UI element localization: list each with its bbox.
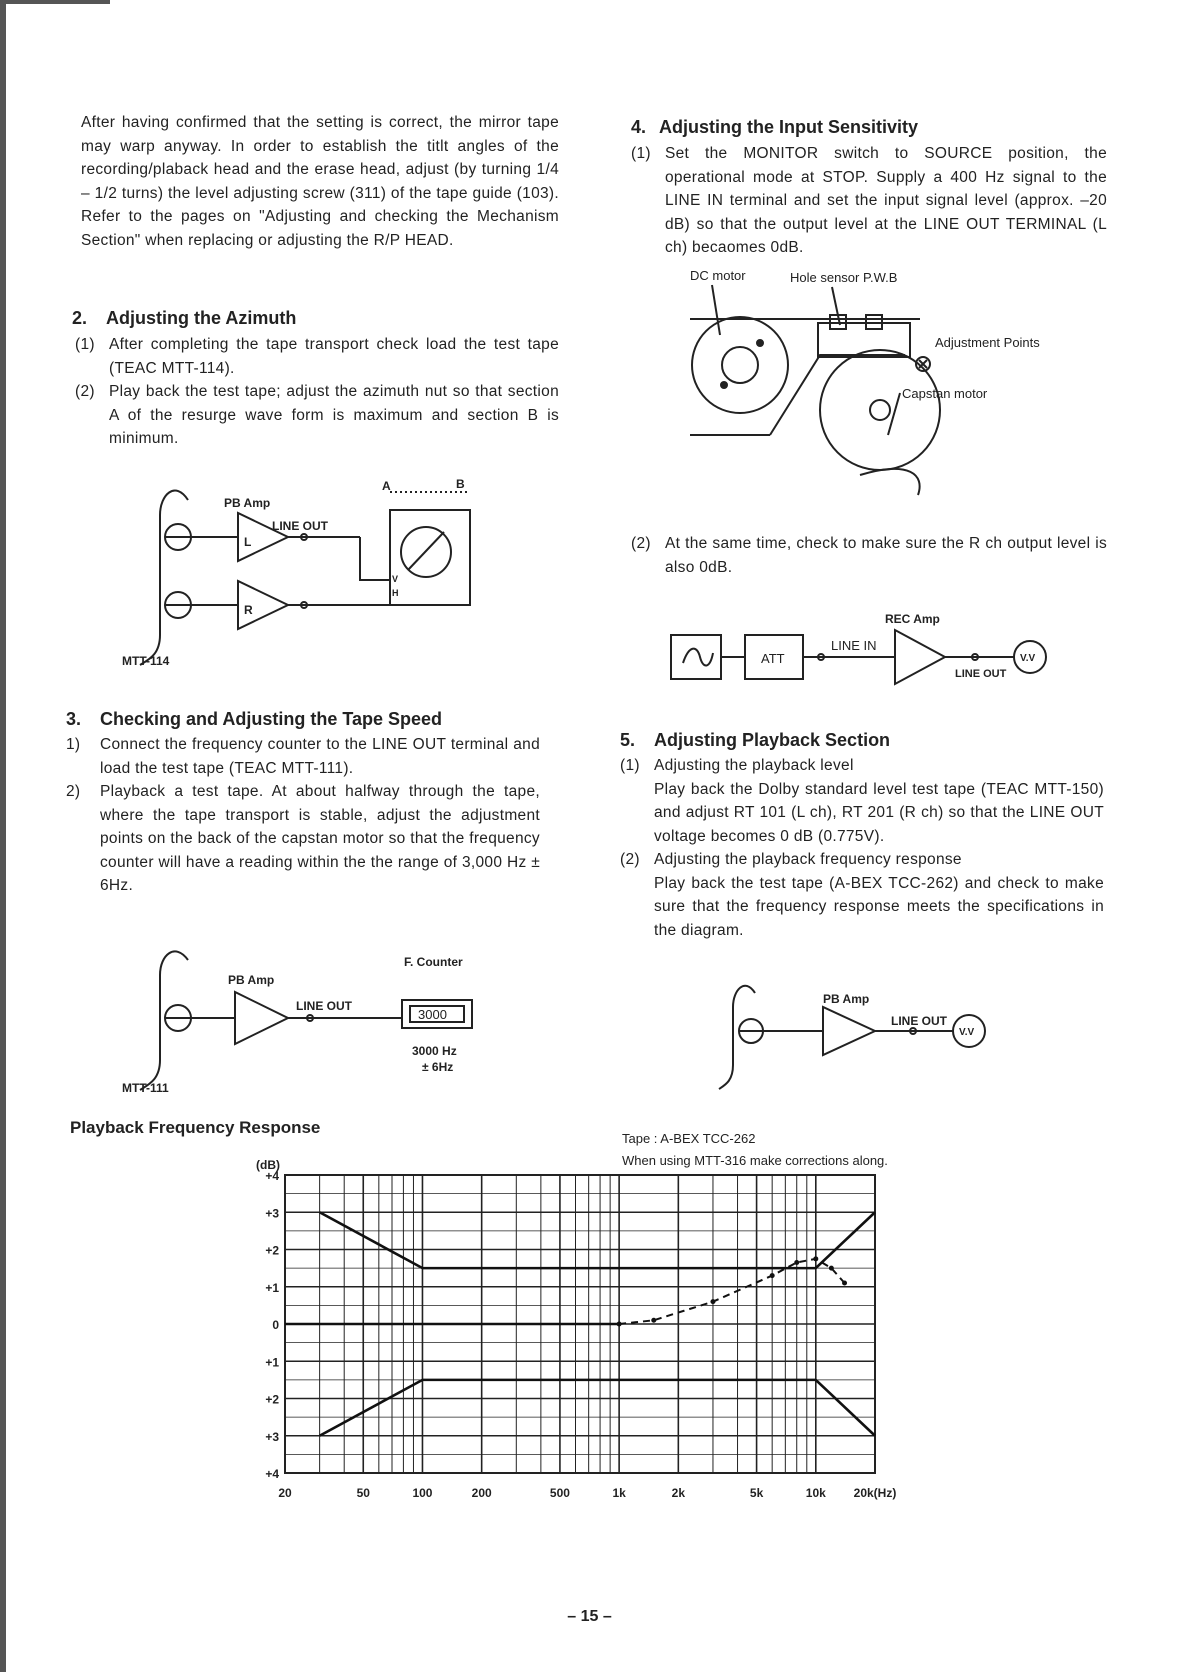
x-tick-label: 2k — [671, 1486, 686, 1500]
line-in-label: LINE IN — [831, 638, 877, 653]
item-number: (2) — [631, 535, 651, 552]
pb-amp-label: PB Amp — [224, 496, 271, 510]
item-body — [620, 872, 1104, 943]
line-out-label: LINE OUT — [296, 999, 352, 1013]
counter-label: F. Counter — [404, 955, 463, 969]
x-tick-label: 20k(Hz) — [853, 1486, 897, 1500]
section-a-label: A — [382, 479, 391, 493]
data-point — [794, 1260, 799, 1265]
tape-label: MTT-111 — [122, 1081, 169, 1095]
y-tick-label: +4 — [265, 1169, 279, 1183]
section-2-heading — [72, 308, 296, 329]
section-number: 5. — [620, 730, 636, 750]
dc-motor-disc — [692, 317, 788, 413]
motor-diagram — [690, 268, 1120, 505]
page-number: – 15 – — [567, 1608, 612, 1625]
x-tick-label: 20 — [278, 1486, 292, 1500]
section-b-label: B — [456, 477, 465, 491]
x-tick-label: 10k — [805, 1486, 826, 1500]
v-label: V — [392, 574, 399, 584]
item-number: (1) — [631, 145, 651, 162]
chart-title: Playback Frequency Response — [70, 1118, 321, 1137]
tape-path — [719, 986, 755, 1089]
intro-paragraph — [81, 111, 559, 252]
section-4-body-2 — [631, 532, 1107, 579]
x-tick-label: 100 — [412, 1486, 433, 1500]
item-number: 1) — [66, 736, 81, 753]
item-text: Set the MONITOR switch to SOURCE position, the operational mode at STOP. Supply a 400 Hz signal to the LINE IN terminal and set the input signal level (approx. –20 dB) so that the output level at the LINE OUT TERMINAL (L ch) becaomes 0dB. — [665, 145, 1107, 256]
section-3-heading — [66, 709, 442, 730]
input-chain-diagram — [665, 612, 1085, 705]
data-point — [710, 1299, 715, 1304]
y-tick-label: +2 — [265, 1243, 279, 1258]
line-out-label: LINE OUT — [955, 668, 1007, 680]
pb-amp-triangle — [235, 992, 288, 1044]
item-number: (1) — [620, 757, 640, 774]
item-body-text: Play back the test tape (A-BEX TCC-262) and check to make sure that the frequency response meets the specifications in the diagram. — [654, 874, 1104, 939]
list-item — [75, 380, 559, 451]
item-number: (2) — [620, 851, 640, 868]
x-tick-label: 50 — [356, 1486, 370, 1500]
data-point — [617, 1322, 622, 1327]
item-text: Adjusting the playback level — [654, 757, 854, 774]
oscillator-box — [671, 635, 721, 679]
tape-path — [140, 491, 188, 665]
item-text: After completing the tape transport check load the test tape (TEAC MTT-114). — [109, 336, 559, 377]
data-point — [842, 1281, 847, 1286]
item-body-text: Play back the Dolby standard level test tape (TEAC MTT-150) and adjust RT 101 (L ch), RT 201 (R ch) so that the LINE OUT voltage becomes 0 dB (0.775V). — [654, 780, 1104, 845]
capstan-motor-label: Capstan motor — [902, 386, 988, 401]
y-tick-label: 0 — [272, 1318, 279, 1332]
counter-reading: 3000 — [418, 1007, 447, 1022]
section-5-heading — [620, 730, 890, 751]
capstan-motor — [820, 350, 940, 470]
adjustment-points-label: Adjustment Points — [935, 335, 1040, 350]
item-body — [620, 778, 1104, 849]
list-item — [66, 780, 540, 898]
item-text: Play back the test tape; adjust the azimuth nut so that section A of the resurge wave form is maximum and section B is minimum. — [109, 383, 559, 447]
cable — [860, 469, 920, 495]
list-item — [66, 733, 540, 780]
rec-amp-label: REC Amp — [885, 612, 940, 626]
pb-amp-label: PB Amp — [823, 992, 870, 1006]
section-title: Checking and Adjusting the Tape Speed — [100, 709, 443, 729]
vtvm-label: V.V — [959, 1027, 975, 1038]
section-number: 2. — [72, 308, 88, 328]
section-title: Adjusting the Azimuth — [106, 308, 297, 328]
hole-sensor-label: Hole sensor P.W.B — [790, 270, 898, 285]
x-tick-label: 500 — [549, 1486, 570, 1500]
tape-speed-diagram — [120, 950, 500, 1100]
section-number: 3. — [66, 709, 82, 729]
section-3-body — [66, 733, 540, 898]
section-5-body — [620, 754, 1104, 942]
data-point — [651, 1318, 656, 1323]
att-label: ATT — [761, 651, 785, 666]
pb-amp-label: PB Amp — [228, 973, 275, 987]
x-tick-label: 200 — [471, 1486, 492, 1500]
y-tick-label: +1 — [265, 1280, 279, 1295]
line-out-label: LINE OUT — [891, 1014, 947, 1028]
tolerance-label: ± 6Hz — [422, 1060, 454, 1074]
frequency-response-chart — [220, 1155, 910, 1500]
list-item — [631, 532, 1107, 579]
pb-amp-triangle — [823, 1007, 875, 1055]
item-text: At the same time, check to make sure the R ch output level is also 0dB. — [665, 535, 1107, 576]
y-tick-label: +2 — [265, 1392, 279, 1407]
chart-tape-caption: Tape : A-BEX TCC-262 — [622, 1131, 756, 1146]
item-number: 2) — [66, 783, 81, 800]
section-4-heading — [631, 117, 918, 138]
tape-label: MTT-114 — [122, 654, 170, 668]
y-axis-label: (dB) — [256, 1158, 280, 1172]
chart-note-caption: When using MTT-316 make corrections along. — [622, 1153, 888, 1168]
section-4-body-1 — [631, 142, 1107, 260]
playback-diagram — [715, 985, 1015, 1095]
section-number: 4. — [631, 117, 647, 137]
data-point — [813, 1256, 818, 1261]
item-number: (1) — [75, 336, 95, 353]
dc-motor-label: DC motor — [690, 268, 746, 283]
data-point — [770, 1273, 775, 1278]
y-tick-label: +3 — [265, 1429, 279, 1444]
azimuth-diagram — [120, 477, 500, 670]
item-number: (2) — [75, 383, 95, 400]
intro-text: After having confirmed that the setting is correct, the mirror tape may warp anyway. In order to establish the titlt angles of the recording/plaback head and the erase head, adjust (by turning 1/4 – 1/2 turns) the level adjusting screw (311) of the tape guide (103). Refer to the pages on "Adjusting and checking the Mechanism Section" when replacing or adjusting the R/P HEAD. — [81, 114, 559, 249]
list-item — [75, 333, 559, 380]
rec-amp-triangle — [895, 630, 945, 684]
line-out-label: LINE OUT — [272, 519, 328, 533]
data-point — [829, 1266, 834, 1271]
list-item — [620, 754, 1104, 778]
y-tick-label: +1 — [265, 1355, 279, 1370]
vtvm-label: V.V — [1020, 653, 1036, 664]
section-2-body — [75, 333, 559, 451]
tape-path — [140, 951, 188, 1090]
item-text: Playback a test tape. At about halfway through the tape, where the tape transport is stable, adjust the adjustment points on the back of the capstan motor so that the frequency counter will have a reading within the the range of 3,000 Hz ± 6Hz. — [100, 783, 540, 894]
h-label: H — [392, 588, 399, 598]
binder-edge-top — [0, 0, 110, 4]
frequency-label: 3000 Hz — [412, 1044, 457, 1058]
channel-r-label: R — [244, 603, 253, 617]
channel-l-label: L — [244, 535, 252, 549]
section-title: Adjusting Playback Section — [654, 730, 891, 750]
y-tick-label: +3 — [265, 1206, 279, 1221]
section-title: Adjusting the Input Sensitivity — [659, 117, 919, 137]
binder-edge — [0, 0, 6, 1672]
item-text: Connect the frequency counter to the LINE OUT terminal and load the test tape (TEAC MTT-111). — [100, 736, 540, 777]
x-tick-label: 1k — [612, 1486, 626, 1500]
y-tick-label: +4 — [265, 1467, 279, 1481]
x-tick-label: 5k — [749, 1486, 764, 1500]
list-item — [631, 142, 1107, 260]
item-text: Adjusting the playback frequency response — [654, 851, 962, 868]
list-item — [620, 848, 1104, 872]
